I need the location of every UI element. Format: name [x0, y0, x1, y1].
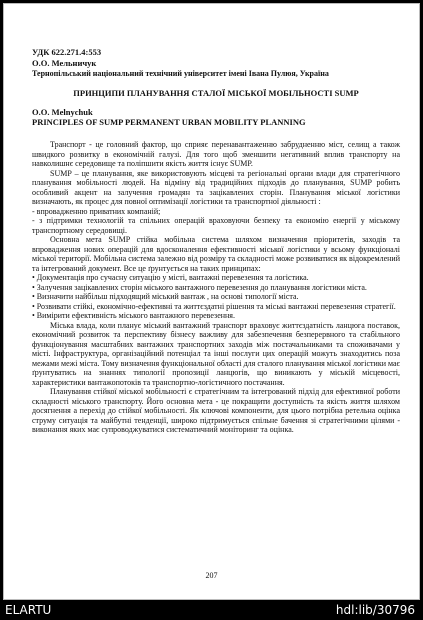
bullet-item: • Залучення зацікавлених сторін міського вантажного перевезення до планування логістики міста.	[32, 282, 367, 292]
repository-name: ELARTU	[5, 603, 52, 617]
paragraph: Міська влада, коли планує міський вантажний транспорт враховує життєздатність ланцюга поставок, економічний розвиток та перспективу бізнесу важливу для забезпечення безперервного та стабільного функціонування масштабних вантажних транспортних заходів між постачальниками та споживачами у місті. Інфраструктура, організаційний потенціал та інші послуги цих операцій можуть знаходитись поза межами межі міста. Тому визначення функціональної області для сталого планування міської логістики має ґрунтуватись на знаннях типології пропозиції ланцюгів, що виникають у міській місцевості, характеристики вантажопотоків та транспортно-логістичного постачання.	[32, 320, 400, 387]
paragraph: Транспорт - це головний фактор, що сприяє перенавантаженню забрудненню міст, селищ а також швидкого розвитку в економічній галузі. Для того щоб зменшити негативний вплив транспорту на навколишнє середовище та поліпшити якість життя існує SUMP.	[32, 140, 400, 168]
bullet-item: • Розвивати стійкі, економічно-ефективні та життєздатні рішення та міські вантажні перевезення стратегії.	[32, 301, 396, 311]
page-content	[32, 48, 400, 435]
article-body	[32, 140, 400, 435]
title-ua: ПРИНЦИПИ ПЛАНУВАННЯ СТАЛОЇ МІСЬКОЇ МОБІЛЬНОСТІ SUMP	[73, 87, 359, 98]
paragraph: Планування стійкої міської мобільності є стратегічним та інтегрований підхід для ефективної роботи складності міського транспорту. Його основна мета - це покращити доступність та якість життя шляхом досягнення а перехід до стійкої мобільності. Як ключові компоненти, для цього потрібна ретельна оцінка струму ситуація та майбутні тенденції, широко підтримується спільне бачення зі стратегічними цілями - виконання яких має супроводжуватися систематичний моніторинг та оцінка.	[32, 387, 400, 434]
list-item: - впровадженню приватних компаній;	[32, 206, 161, 216]
list-item: - з підтримки технологій та спільних операцій враховуючи безпеку та економію енергії у міському транспортному середовищі.	[32, 216, 400, 235]
document-page	[3, 3, 420, 600]
author-en: O.O. Melnychuk	[32, 107, 93, 117]
bullet-item: • Визначити найбільш підходящий міський вантаж , на основі типології міста.	[32, 292, 299, 301]
udc-code: УДК 622.271.4:553	[32, 47, 102, 57]
bullet-item: • Документація про сучасну ситуацію у місті, вантажні перевезення та логістика.	[32, 273, 309, 282]
page-number: 207	[205, 571, 218, 580]
paragraph: SUMP – це планування, яке використовують місцеві та регіональні органи влади для стратегічного планування мобільності людей. На відміну від традиційних підходів до планування, SUMP робить особливий акцент на залучення громадян та зацікавлених сторін. Планування міської логістики визначають, як процес для повної оптимізації логістики та транспортної діяльності :	[32, 168, 400, 206]
handle-link[interactable]: hdl:lib/30796	[335, 603, 415, 617]
paragraph: Основна мета SUMP стійка мобільна система шляхом визначення пріоритетів, заходів та впровадження нових операцій для вдосконалення ефективності міської логістики у всьому функціоналі міської території. Мобільна система залежно від розміру та складності може розвиватися як відокремлений та інтегрований документ. Все це ґрунтується на таких принципах:	[32, 235, 400, 273]
author-ua: О.О. Мельничук	[32, 57, 97, 68]
bullet-item: • Вимірити ефективність міського вантажного перевезення.	[32, 311, 235, 320]
title-en: PRINCIPLES OF SUMP PERMANENT URBAN MOBILITY PLANNING	[32, 116, 306, 127]
affiliation: Тернопільський національний технічний університет імені Івана Пулюя, Україна	[32, 69, 329, 78]
repository-bar	[0, 600, 423, 620]
